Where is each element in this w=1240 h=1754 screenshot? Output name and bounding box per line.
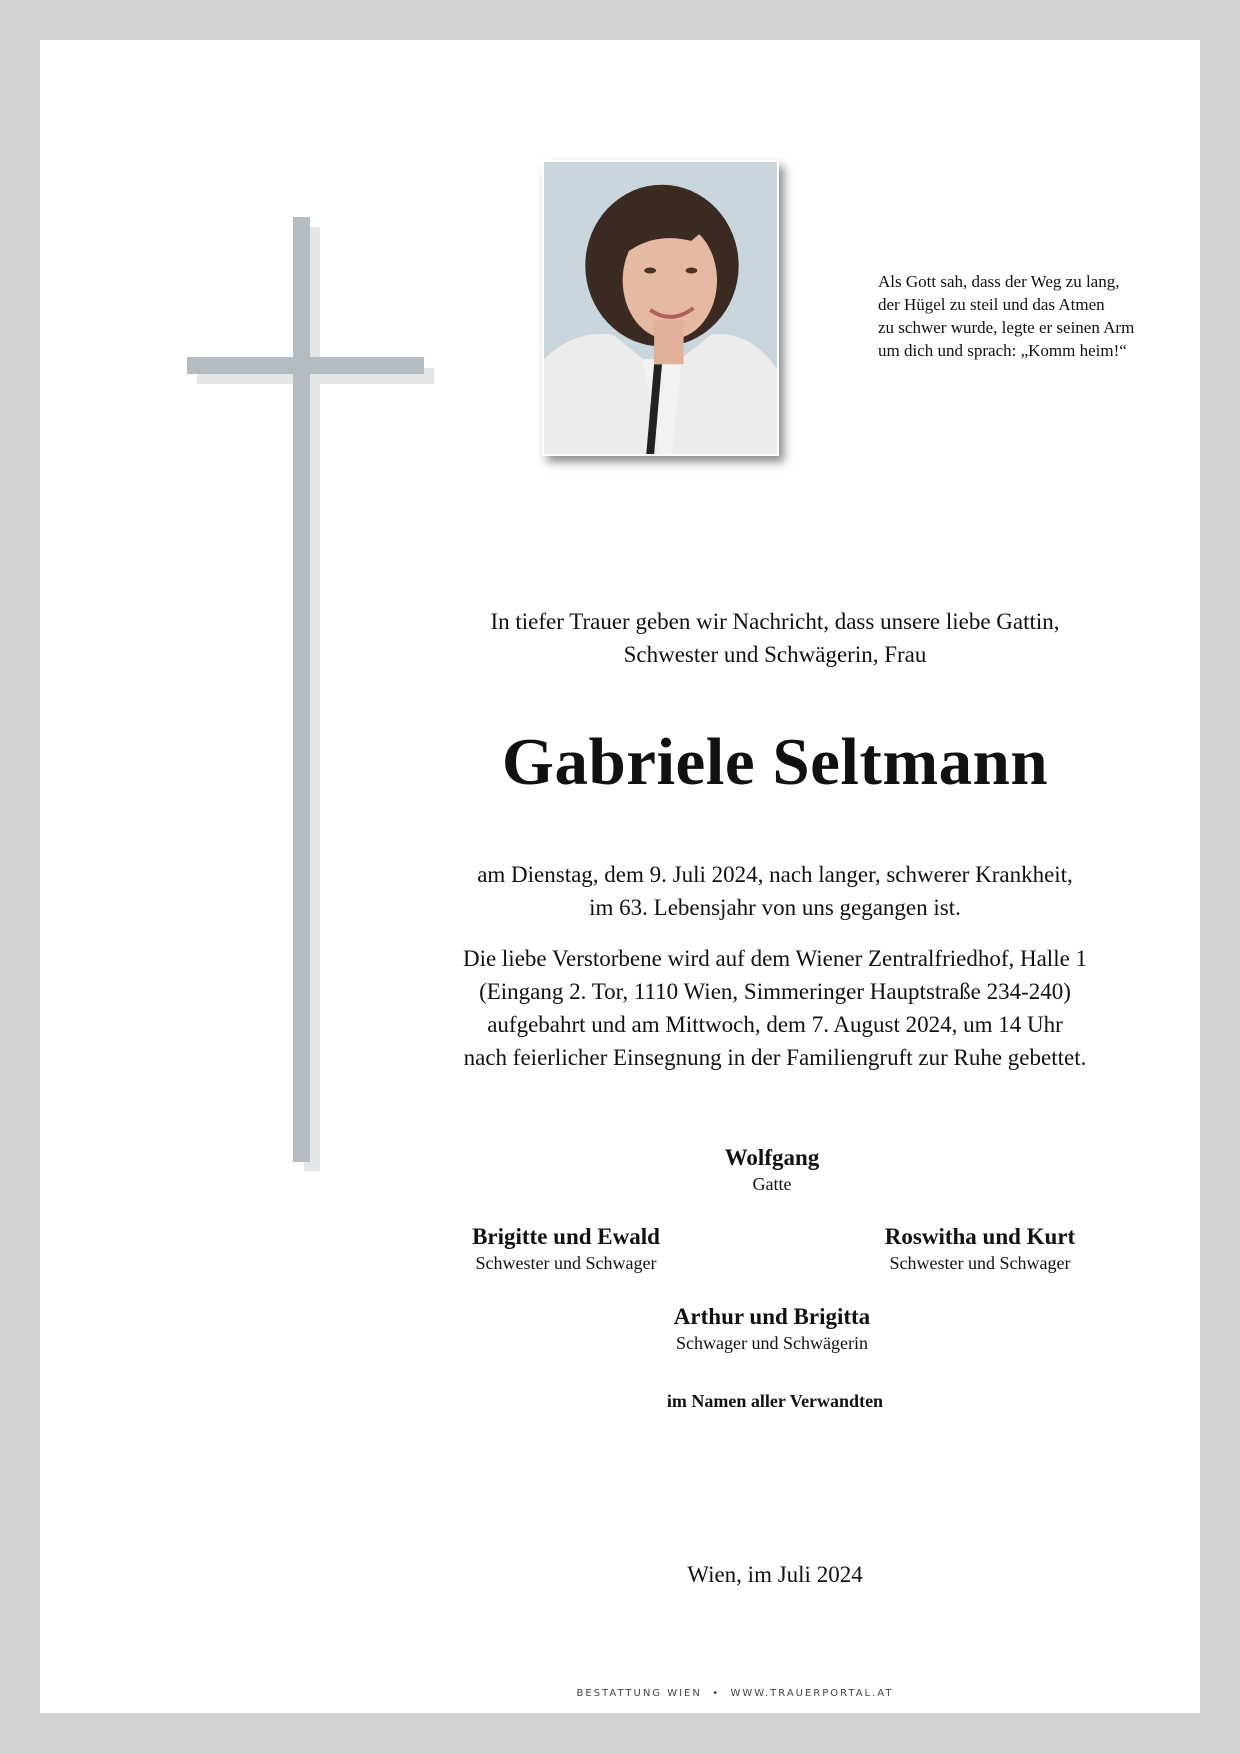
mourner-name: Roswitha und Kurt	[884, 1224, 1076, 1249]
mourner-brigitte-ewald	[406, 1223, 726, 1275]
mourner-wolfgang	[612, 1144, 932, 1196]
mourner-relation: Schwager und Schwägerin	[676, 1333, 868, 1353]
memorial-poem: Als Gott sah, dass der Weg zu lang, der Hügel zu steil und das Atmen zu schwer wurde, legte er seinen Arm um dich und sprach: „Komm heim!“	[878, 272, 1135, 360]
mourner-arthur-brigitta	[612, 1303, 932, 1355]
relatives-note: im Namen aller Verwandten	[666, 1391, 884, 1411]
mourner-relation: Schwester und Schwager	[889, 1253, 1071, 1273]
footer-credit: BESTATTUNG WIEN • WWW.TRAUERPORTAL.AT	[576, 1688, 894, 1699]
mourner-roswitha-kurt	[820, 1223, 1140, 1275]
funeral-details: Die liebe Verstorbene wird auf dem Wiener Zentralfriedhof, Halle 1 (Eingang 2. Tor, 1110 Wien, Simmeringer Hauptstraße 234-240) aufgebahrt und am Mittwoch, dem 7. August 2024, um 14 Uhr nach feierlicher Einsegnung in der Familiengruft zur Ruhe gebettet.	[462, 946, 1088, 1070]
mourner-name: Wolfgang	[724, 1145, 820, 1170]
mourner-relation: Gatte	[752, 1174, 792, 1194]
portrait-photo	[542, 160, 779, 456]
place-date: Wien, im Juli 2024	[687, 1562, 863, 1587]
obituary-sheet	[40, 40, 1200, 1713]
deceased-name: Gabriele Seltmann	[501, 725, 1049, 799]
cross-icon-horizontal-beam	[187, 357, 424, 374]
death-notice: am Dienstag, dem 9. Juli 2024, nach langer, schwerer Krankheit, im 63. Lebensjahr von uns gegangen ist.	[477, 862, 1073, 920]
mourner-name: Arthur und Brigitta	[673, 1304, 871, 1329]
announcement-intro: In tiefer Trauer geben wir Nachricht, dass unsere liebe Gattin, Schwester und Schwägerin, Frau	[490, 609, 1060, 667]
mourner-relation: Schwester und Schwager	[475, 1253, 657, 1273]
mourner-name: Brigitte und Ewald	[472, 1224, 660, 1249]
